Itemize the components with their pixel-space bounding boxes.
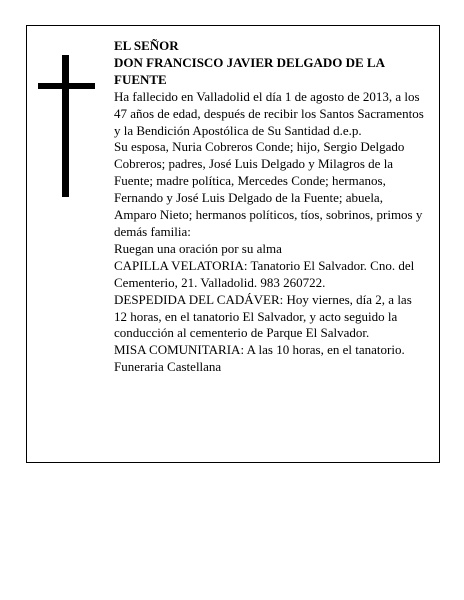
prayer-request: Ruegan una oración por su alma: [114, 240, 282, 256]
wake-chapel-info: CAPILLA VELATORIA: Tanatorio El Salvador. Cno. del Cementerio, 21. Valladolid. 983 260722.: [114, 257, 415, 290]
cross-vertical-bar: [62, 55, 69, 197]
cross-horizontal-bar: [38, 83, 95, 89]
death-announcement: Ha fallecido en Valladolid el día 1 de agosto de 2013, a los 47 años de edad, después de recibir los Santos Sacramentos y la Bendición Apostólica de Su Santidad d.e.p.: [114, 88, 424, 138]
obituary-text: [114, 38, 424, 376]
funeral-home: Funeraria Castellana: [114, 359, 222, 375]
honorific: EL SEÑOR: [114, 38, 179, 53]
farewell-info: DESPEDIDA DEL CADÁVER: Hoy viernes, día 2, a las 12 horas, en el tanatorio El Salvador, y acto seguido la conducción al cementerio de Parque El Salvador.: [114, 291, 412, 341]
family-members: Su esposa, Nuria Cobreros Conde; hijo, Sergio Delgado Cobreros; padres, José Luis Delgado y Milagros de la Fuente; madre política, Mercedes Conde; hermanos, Fernando y José Luis Delgado de la Fuente; abuela, Amparo Nieto; hermanos políticos, tíos, sobrinos, primos y demás familia:: [114, 139, 423, 239]
mass-info: MISA COMUNITARIA: A las 10 horas, en el tanatorio.: [114, 342, 405, 358]
deceased-name: DON FRANCISCO JAVIER DELGADO DE LA FUENTE: [114, 54, 385, 87]
